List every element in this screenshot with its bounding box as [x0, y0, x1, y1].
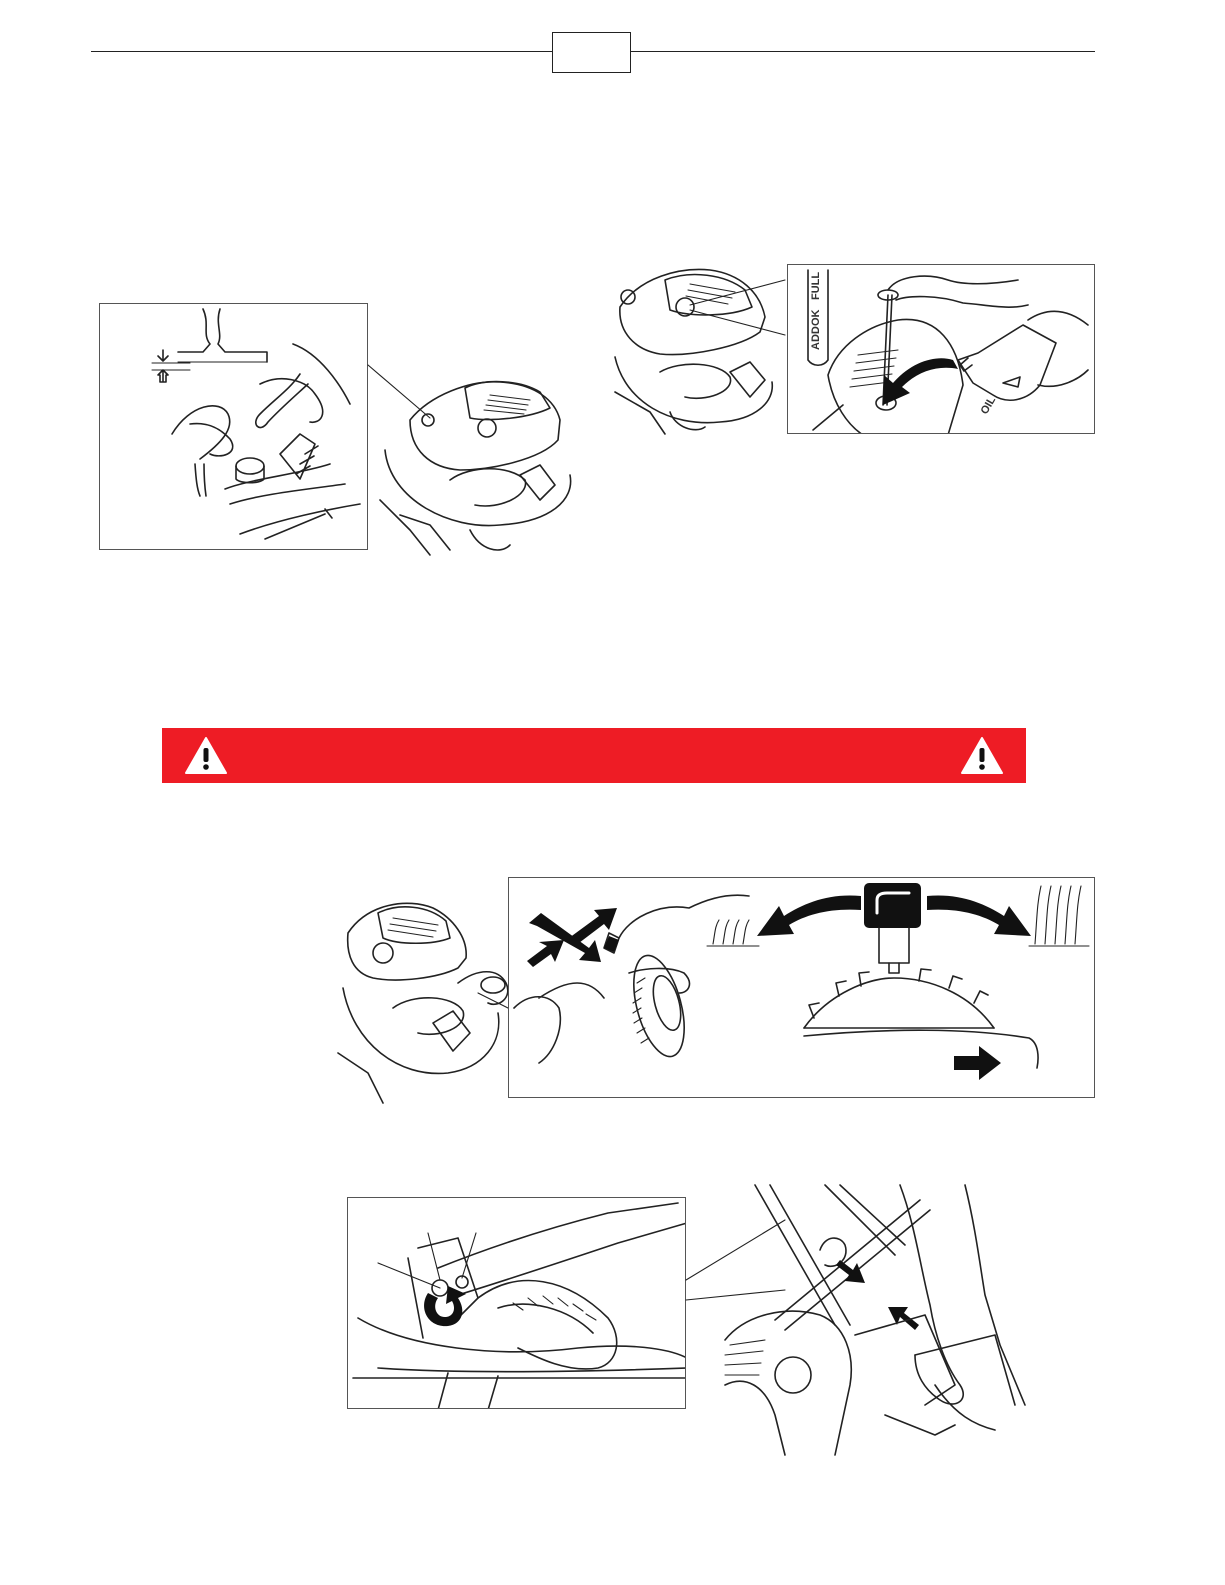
dipstick-add-label: ADD [810, 326, 822, 350]
mower-handle-illustration [725, 1185, 1025, 1455]
dipstick-ok-label: OK [810, 309, 822, 326]
dipstick-full-label: FULL [810, 271, 822, 300]
oil-bottle-label: OIL [978, 394, 999, 417]
